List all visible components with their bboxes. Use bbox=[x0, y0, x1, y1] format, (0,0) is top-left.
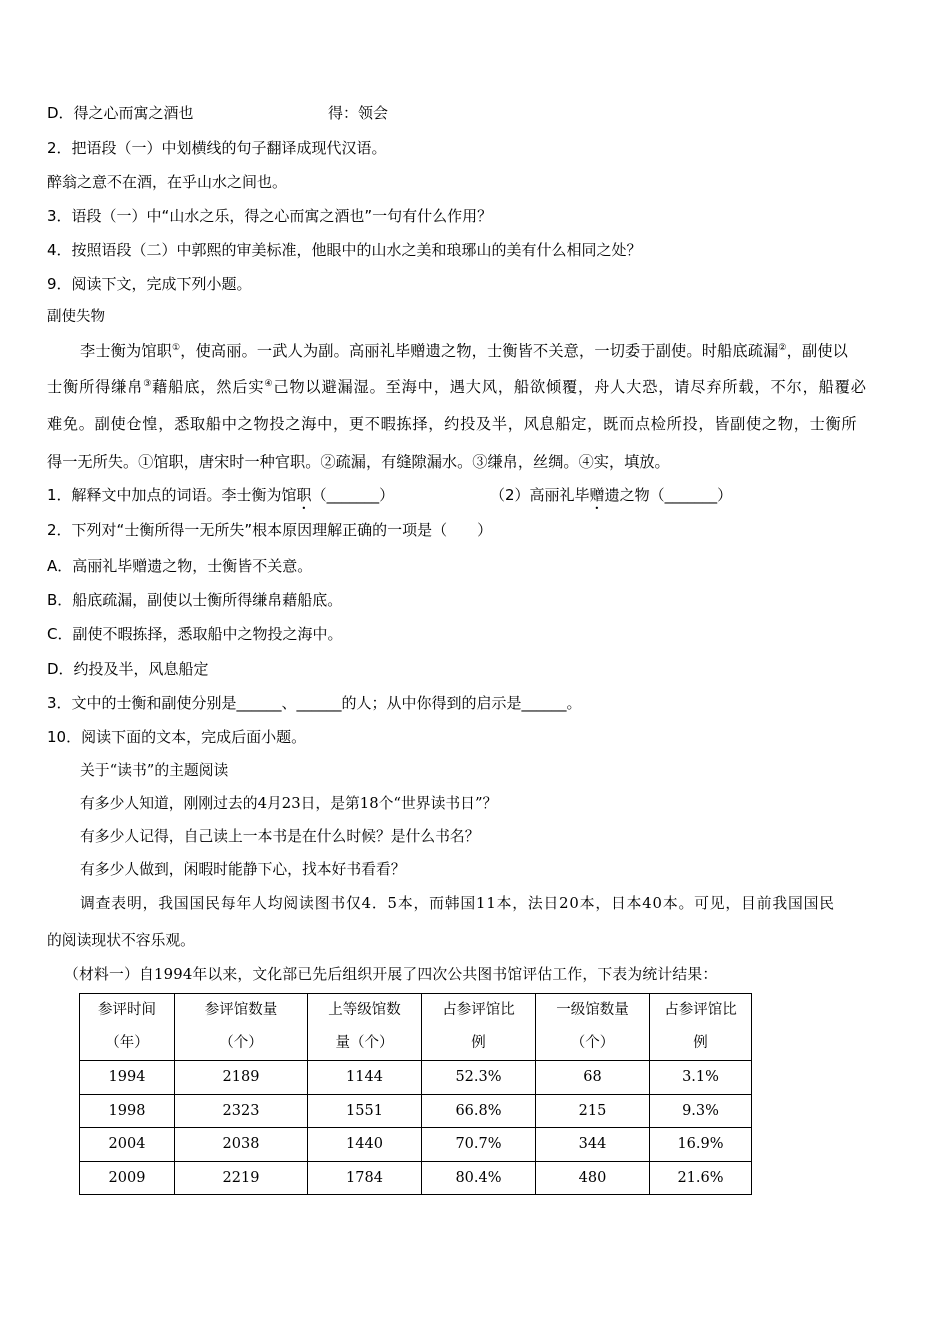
q10-para-1: 有多少人知道，刚刚过去的4月23日，是第18个“世界读书日”？ bbox=[80, 795, 498, 812]
q9-passage-line-3: 难免。副使仓惶，悉取船中之物投之海中，更不暇拣择，约投及半，风息船定，既而点检所投，皆副使之物，士衡所 bbox=[47, 415, 858, 433]
footnote-marker: ④ bbox=[264, 379, 274, 389]
table-cell: 1994 bbox=[80, 1061, 175, 1095]
dotted-word: 职 bbox=[296, 486, 312, 504]
table-cell: 52.3% bbox=[422, 1061, 536, 1095]
q9-option-a: A．高丽礼毕赠遗之物，士衡皆不关意。 bbox=[47, 557, 313, 575]
table-cell: 2323 bbox=[175, 1094, 308, 1128]
table-cell: 2009 bbox=[80, 1161, 175, 1195]
q8-item-3: 3．语段（一）中“山水之乐，得之心而寓之酒也”一句有什么作用？ bbox=[47, 207, 493, 225]
table-cell: 21.6% bbox=[650, 1161, 752, 1195]
table-cell: 215 bbox=[536, 1094, 650, 1128]
table-header-cell: 上等级馆数 量（个） bbox=[308, 994, 422, 1061]
table-cell: 1551 bbox=[308, 1094, 422, 1128]
table-row bbox=[80, 1061, 752, 1095]
table-header-cell: 参评时间 （年） bbox=[80, 994, 175, 1061]
passage-text: 李士衡为馆职 bbox=[80, 342, 173, 360]
table-cell: 1440 bbox=[308, 1128, 422, 1162]
table-header-cell: 一级馆数量 （个） bbox=[536, 994, 650, 1061]
q10-material-1: （材料一）自1994年以来，文化部已先后组织开展了四次公共图书馆评估工作，下表为统计结果： bbox=[64, 966, 718, 983]
passage-text: ，副使以 bbox=[786, 342, 848, 360]
q8-item-2-sentence: 醉翁之意不在酒，在乎山水之间也。 bbox=[47, 173, 288, 191]
table-cell: 80.4% bbox=[422, 1161, 536, 1195]
q8-option-d-gloss: 得：领会 bbox=[328, 104, 389, 122]
table-cell: 2038 bbox=[175, 1128, 308, 1162]
table-cell: 68 bbox=[536, 1061, 650, 1095]
answer-blank: （_______） bbox=[311, 486, 395, 504]
q10-para-4-line-1: 调查表明，我国国民每年人均阅读图书仅4．5本，而韩国11本，法日20本，日本40本。可见，目前我国国民 bbox=[80, 895, 835, 912]
q10-para-2: 有多少人记得，自己读上一本书是在什么时候？是什么书名？ bbox=[80, 828, 480, 845]
table-header-cell: 参评馆数量 （个） bbox=[175, 994, 308, 1061]
q9-option-c: C．副使不暇拣择，悉取船中之物投之海中。 bbox=[47, 625, 343, 643]
table-row bbox=[80, 1094, 752, 1128]
q8-option-d-text: D．得之心而寓之酒也 bbox=[47, 104, 194, 122]
q9-title: 副使失物 bbox=[47, 309, 105, 325]
q9-option-d: D．约投及半，风息船定 bbox=[47, 660, 209, 678]
q9-item-3: 3．文中的士衡和副使分别是______、______的人；从中你得到的启示是______。 bbox=[47, 694, 582, 712]
table-header-row bbox=[80, 994, 752, 1061]
table-cell: 3.1% bbox=[650, 1061, 752, 1095]
table-cell: 1998 bbox=[80, 1094, 175, 1128]
table-header-cell: 占参评馆比 例 bbox=[422, 994, 536, 1061]
footnote-marker: ① bbox=[172, 343, 181, 353]
footnote-marker: ③ bbox=[143, 379, 153, 389]
q8-item-2: 2．把语段（一）中划横线的句子翻译成现代汉语。 bbox=[47, 139, 387, 157]
passage-text: 士衡所得缣帛 bbox=[47, 378, 144, 396]
q9-option-b: B．船底疏漏，副使以士衡所得缣帛藉船底。 bbox=[47, 591, 343, 609]
table-cell: 2219 bbox=[175, 1161, 308, 1195]
q9-passage-line-2 bbox=[47, 377, 867, 397]
table-cell: 2189 bbox=[175, 1061, 308, 1095]
table-cell: 2004 bbox=[80, 1128, 175, 1162]
q9-item-1-part-2 bbox=[490, 485, 732, 513]
table-cell: 480 bbox=[536, 1161, 650, 1195]
table-cell: 70.7% bbox=[422, 1128, 536, 1162]
table-cell: 16.9% bbox=[650, 1128, 752, 1162]
q10-para-4-line-2: 的阅读现状不容乐观。 bbox=[47, 932, 195, 949]
q9-passage-line-1 bbox=[80, 341, 848, 361]
table-cell: 1784 bbox=[308, 1161, 422, 1195]
footnote-marker: ② bbox=[778, 343, 787, 353]
table-row bbox=[80, 1161, 752, 1195]
table-row bbox=[80, 1128, 752, 1162]
q10-para-3: 有多少人做到，闲暇时能静下心，找本好书看看？ bbox=[80, 861, 406, 878]
q8-item-4: 4．按照语段（二）中郭熙的审美标准，他眼中的山水之美和琅琊山的美有什么相同之处？ bbox=[47, 241, 642, 259]
passage-text: 己物以避漏湿。至海中，遇大风，船欲倾覆，舟人大恐，请尽弃所载，不尔，船覆必 bbox=[273, 378, 867, 396]
q9-item-1-text: 1．解释文中加点的词语。李士衡为馆 bbox=[47, 486, 297, 504]
passage-text: 藉船底，然后实 bbox=[152, 378, 265, 396]
table-cell: 66.8% bbox=[422, 1094, 536, 1128]
library-evaluation-table bbox=[79, 993, 752, 1195]
q9-heading: 9．阅读下文，完成下列小题。 bbox=[47, 275, 252, 293]
q10-title: 关于“读书”的主题阅读 bbox=[80, 762, 229, 779]
dotted-word: 赠 bbox=[589, 486, 605, 504]
table-cell: 344 bbox=[536, 1128, 650, 1162]
q9-item-2: 2．下列对“士衡所得一无所失”根本原因理解正确的一项是（ ） bbox=[47, 521, 493, 539]
q9-passage-line-4: 得一无所失。①馆职，唐宋时一种官职。②疏漏，有缝隙漏水。③缣帛，丝绸。④实，填放。 bbox=[47, 453, 670, 471]
table-cell: 9.3% bbox=[650, 1094, 752, 1128]
passage-text: ，使高丽。一武人为副。高丽礼毕赠遗之物，士衡皆不关意，一切委于副使。时船底疏漏 bbox=[180, 342, 779, 360]
q10-heading: 10．阅读下面的文本，完成后面小题。 bbox=[47, 728, 307, 746]
table-cell: 1144 bbox=[308, 1061, 422, 1095]
q9-item-1-part-2-text: （2）高丽礼毕 bbox=[490, 486, 590, 504]
table-header-cell: 占参评馆比 例 bbox=[650, 994, 752, 1061]
q8-option-d bbox=[47, 103, 194, 123]
answer-blank: 遗之物（_______） bbox=[604, 486, 733, 504]
q9-item-1 bbox=[47, 485, 394, 513]
